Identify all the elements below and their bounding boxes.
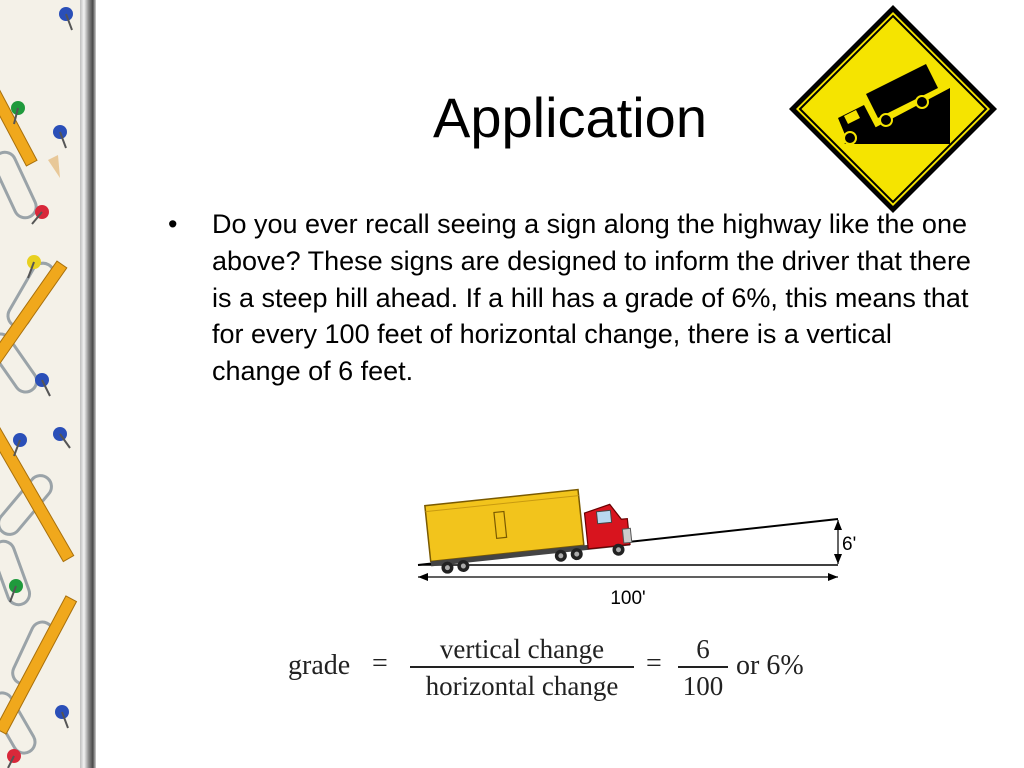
pushpin-icon bbox=[53, 427, 70, 448]
arrow-left-icon bbox=[418, 573, 428, 581]
horizontal-change-label: 100' bbox=[610, 588, 646, 609]
steep-hill-sign-icon bbox=[786, 2, 1000, 216]
pencil-icon bbox=[0, 28, 60, 178]
formula-equals: = bbox=[372, 648, 388, 679]
formula-numerator-value: 6 bbox=[696, 634, 710, 664]
arrow-right-icon bbox=[828, 573, 838, 581]
bullet-text: Do you ever recall seeing a sign along the highway like the one above? These signs are designed to inform the driver that there is a steep hill ahead. If a hill has a grade of 6%, this means that for every 100 feet of horizontal change, there is a vertical change of 6 feet. bbox=[212, 209, 971, 387]
slide-title: Application bbox=[433, 86, 707, 149]
formula-percent: or 6% bbox=[736, 650, 804, 681]
vertical-change-label: 6' bbox=[842, 534, 857, 555]
formula-equals-2: = bbox=[646, 648, 662, 679]
formula-denominator-value: 100 bbox=[682, 671, 724, 701]
pushpin-icon bbox=[35, 373, 50, 396]
pushpin-icon bbox=[7, 749, 21, 768]
decorative-border bbox=[0, 0, 96, 768]
grade-diagram bbox=[410, 470, 870, 620]
formula-numerator: vertical change bbox=[439, 634, 605, 664]
pushpin-icon bbox=[59, 7, 73, 30]
formula-denominator: horizontal change bbox=[425, 671, 619, 701]
pushpin-icon bbox=[9, 579, 23, 602]
bullet-marker: • bbox=[168, 209, 178, 239]
arrow-down-icon bbox=[834, 554, 842, 564]
pushpin-icon bbox=[55, 705, 69, 728]
pushpin-icon bbox=[27, 255, 41, 278]
arrow-up-icon bbox=[834, 520, 842, 530]
pushpin-icon bbox=[53, 125, 67, 148]
grade-formula bbox=[288, 632, 848, 704]
paperclip-icon bbox=[0, 538, 33, 608]
pushpin-icon bbox=[13, 433, 27, 456]
formula-fraction-words bbox=[406, 632, 638, 702]
border-edge bbox=[80, 0, 96, 768]
formula-lhs: grade bbox=[288, 650, 351, 681]
truck-icon bbox=[425, 485, 633, 576]
formula-fraction-values bbox=[678, 632, 728, 702]
